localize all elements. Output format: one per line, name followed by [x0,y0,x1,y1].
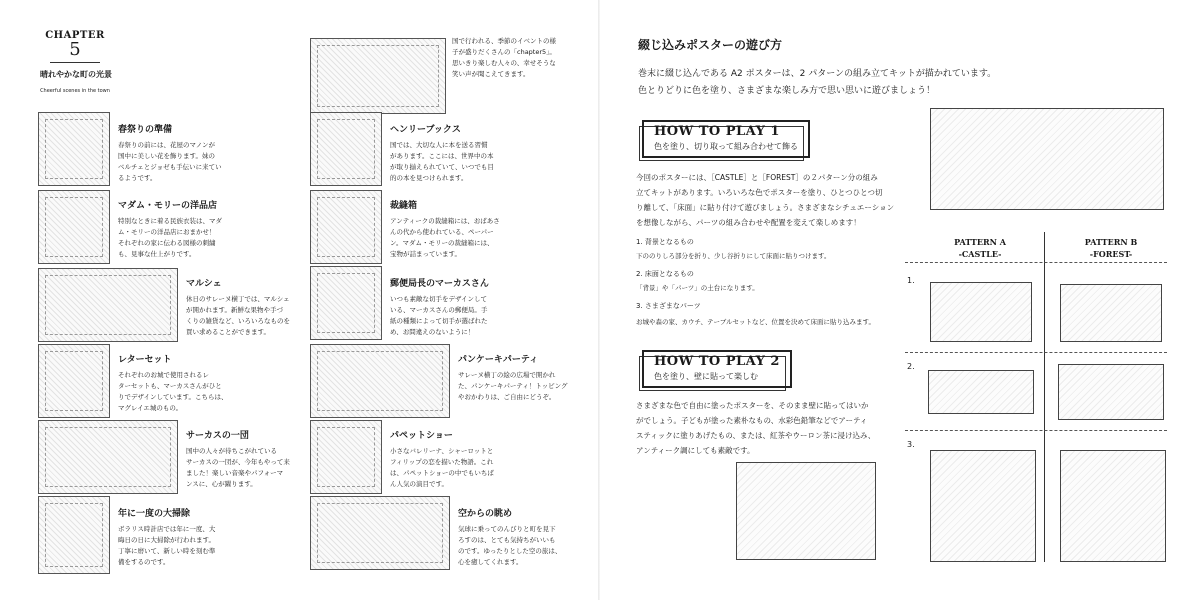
entry-body: アンティークの裁縫箱には、おばあさ んの代から使われている、ペーパー ン。マダム・モリーの裁縫箱には、 宝物が詰まっています。 [390,217,500,258]
chapter-subtitle: Cheerful scenes in the town [40,88,110,94]
illustration-dress-shop [38,190,110,264]
entry-title: レターセット [118,355,172,365]
chapter-title: 晴れやかな町の光景 [40,70,112,79]
row-number-1: 1. [907,276,915,285]
entry-title: 郵便局長のマーカスさん [390,279,489,289]
illustration-cleaning [38,496,110,574]
row-number-2: 2. [907,362,915,371]
entry-title: 裁縫箱 [390,201,418,211]
row-divider [905,262,1167,263]
howto-play-2-subtitle: 色を塗り、壁に貼って楽しむ [654,372,758,381]
entry-title: ヘンリーブックス [390,125,461,135]
illustration-castle-diorama [930,108,1164,210]
row-divider [905,352,1167,353]
chapter-number: 5 [69,39,81,60]
row-divider [905,430,1167,431]
pattern-a-heading [930,236,1030,260]
chapter-badge [40,30,110,94]
pattern-b-label: PATTERN B [1084,237,1138,247]
illustration-chapter5 [310,38,446,114]
chapter-rule [50,62,100,63]
entry-title: マダム・モリーの洋品店 [118,201,218,211]
pattern-b-heading [1056,236,1166,260]
entry-body: いつも素敵な切手をデザインして いる、マーカスさんの郵便局。手 紙の種類によって切手が選ばれた め、お問違えのないように！ [390,295,488,336]
entry-post-office [390,276,590,338]
entry-title: マルシェ [186,279,222,289]
illustration-forest-parts [1060,450,1166,562]
pattern-divider [1044,232,1045,562]
entry-body: ボラリス時計店では年に一度、大 晦日の日に大掃除が行われます。 丁寧に磨いて、新しい時を刻む準 備をするのです。 [118,525,216,566]
illustration-marche [38,268,178,342]
entry-body: それぞれのお城で使用されるレ ターセットも、マーカスさんがひと りでデザインしています。こちらは、 マグレイエ城のもの。 [118,371,228,412]
chapter-intro-body: 国で行われる、季節のイベントの様 子が盛りだくさんの「chapter5」。 思いきり楽しむ人々の、幸せそうな 笑い声が聞こえてきます。 [452,37,556,78]
chapter-label: CHAPTER [45,30,105,41]
howto-play-1-body: 今回のポスターには、［CASTLE］と［FOREST］の２パターン分の組み 立てキットがあります。いろいろな色でポスターを塗り、ひとつひとつ切 り離して、「床面」に貼り付けて遊びましょう。さまざまなシチュエーション を想像しながら、パーツの組み合わせや配置を変えて楽しめます！ [636,173,895,227]
howto-play-1-box [642,120,810,158]
entry-cleaning [118,506,298,568]
pattern-b-name: -FOREST- [1089,249,1133,259]
chapter-intro [452,36,592,80]
entry-spring-festival [118,122,298,184]
illustration-letter-set [38,344,110,418]
entry-body: 休日のサレーヌ横丁では、マルシェ が開かれます。新鮮な果物や手づ くりの雑貨など、いろいろなものを 買い求めることができます。 [186,295,290,336]
entry-title: 春祭りの準備 [118,125,173,135]
illustration-pancake-party [310,344,450,418]
illustration-henry-books [310,112,382,186]
illustration-forest-floor [1058,364,1164,420]
illustration-sewing-box [310,190,382,264]
illustration-circus [38,420,178,494]
entry-puppet-show [390,428,590,490]
entry-letter-set [118,352,298,414]
poster-guide-intro: 巻末に綴じ込んである A2 ポスターは、2 パターンの組み立てキットが描かれています。 色とりどりに色を塗り、さまざまな楽しみ方で思い思いに遊びましょう！ [638,69,997,96]
pattern-a-name: -CASTLE- [958,249,1002,259]
entry-body: 国中の人々が待ちこがれている サーカスの一団が、今年もやって来 ました！楽しい音楽やパフォーマ ンスに、心が躍ります。 [186,447,290,488]
poster-guide-title: 綴じ込みポスターの遊び方 [638,38,783,52]
illustration-castle-floor [928,370,1034,414]
step-3-title: 3. さまざまなパーツ [636,302,701,310]
step-2-body: 「背景」や「パーツ」の土台になります。 [636,284,759,292]
entry-body: 春祭りの前には、花屋のマノンが 国中に美しい花を飾ります。妹の ベルチェとジョゼも手伝いに来てい るようです。 [118,141,222,182]
illustration-puppet-show [310,420,382,494]
entry-title: 空からの眺め [458,509,513,519]
entry-body: 小さなバレリーナ、シャーロットと フィリップの恋を描いた物語。これ は、パペットショーの中でもいちば ん人気の演目です。 [390,447,494,488]
illustration-castle-background [930,282,1032,342]
howto-play-2-title: HOW TO PLAY 2 [654,354,780,369]
howto-play-1-title: HOW TO PLAY 1 [654,124,780,139]
entry-body: サレーヌ横丁の絵の広場で開かれ た、パンケーキパーティ！トッピング やおかわりは、ご自由にどうぞ。 [458,371,568,401]
entry-marche [186,276,302,338]
entry-title: パペットショー [390,431,453,441]
illustration-room-sketch [736,462,876,560]
entry-circus [186,428,302,490]
step-3-body: お城や森の家、カウチ、テーブルセットなど、位置を決めて床面に貼り込みます。 [636,318,875,326]
illustration-spring-festival [38,112,110,186]
howto-play-2-box [642,350,792,388]
step-2-title: 2. 床面となるもの [636,270,694,278]
book-gutter [598,0,600,600]
entry-dress-shop [118,198,298,260]
entry-body: 特別なときに着る民族衣装は、マダ ム・モリーの洋品店におまかせ！ それぞれの家に伝わる図様の刺繍 も、見事な仕上がりです。 [118,217,222,258]
row-number-3: 3. [907,440,915,449]
step-1-body: 下ののりしろ部分を折り、少し谷折りにして床面に貼りつけます。 [636,252,831,260]
entry-body: 国では、大切な人に本を送る習慣 があります。ここには、世界中の本 が取り揃えられていて、いつでも目 的の本を見つけられます。 [390,141,494,182]
pattern-a-label: PATTERN A [954,237,1006,247]
entry-sewing-box [390,198,590,260]
entry-henry-books [390,122,590,184]
illustration-castle-parts [930,450,1036,562]
illustration-forest-background [1060,284,1162,342]
entry-title: サーカスの一団 [186,431,249,441]
howto-play-1-subtitle: 色を塗り、切り取って組み合わせて飾る [654,142,798,151]
entry-body: 気球に乗ってのんびりと町を見下 ろすのは、とても気持ちがいいも のです。ゆったりとした空の旅は、 心を癒してくれます。 [458,525,562,566]
illustration-post-office [310,266,382,340]
illustration-balloons [310,496,450,570]
entry-title: 年に一度の大掃除 [118,509,191,519]
howto-play-2-body: さまざまな色で自由に塗ったポスターを、そのまま壁に貼ってはいか がでしょう。子どもが塗った素朴なもの、水彩色鉛筆などでアーティ スティックに塗りあげたもの、または、紅茶やウーロン茶に浸け込み、 アンティーク調にしても素敵です。 [636,401,876,455]
entry-pancake-party [458,352,594,403]
entry-balloons [458,506,594,568]
entry-title: パンケーキパーティ [458,355,539,365]
step-1-title: 1. 背景となるもの [636,238,694,246]
